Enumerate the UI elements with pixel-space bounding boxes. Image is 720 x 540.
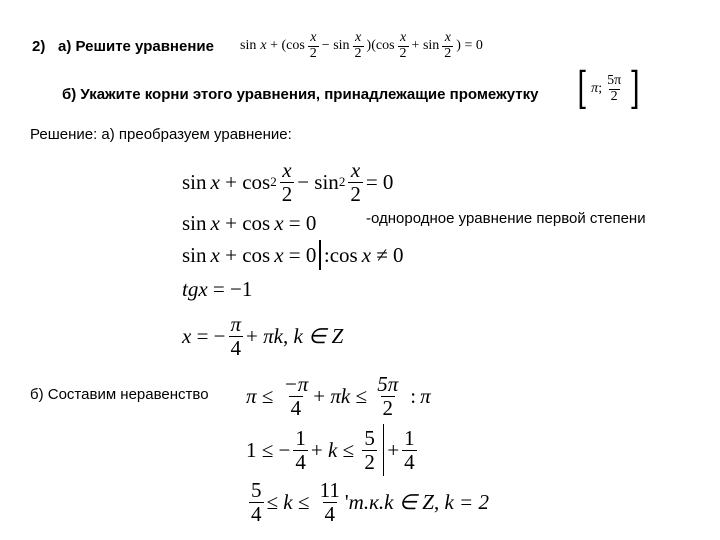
task-number: 2) (32, 38, 46, 55)
solution-line-5: x = − $\frac{\pi}{4}$ + πk , k ∈ Z (182, 312, 344, 360)
solution-intro: Решение: а) преобразуем уравнение: (30, 126, 292, 143)
inequality-3: $\frac{5}{4}$ ≤ k ≤ $\frac{11}{4}$ ' m.к. k ∈ Z , k = 2 (251, 478, 489, 526)
task-equation: sin x + ( cos $\frac{x}{2}$ − sin $\frac{x}{2}$ )( cos $\frac{x}{2}$ + sin $\frac{x}{2}$ ) = 0 (240, 29, 483, 61)
solution-line-1: sin x + cos 2 $\frac{x}{2}$ − sin 2 $\frac{x}{2}$ = 0 (182, 158, 394, 206)
task-part-a: а) Решите уравнение (58, 38, 214, 55)
solution-line-2: sin x + cos x = 0 (182, 210, 317, 235)
solution-line-3: sin x + cos x = 0 : cos x ≠ 0 (182, 240, 404, 270)
inequality-1: π ≤ $\frac{-\pi}{4}$ + πk ≤ $\frac{5\pi}{2}$ : π (246, 372, 431, 420)
solution-line-4: tgx = −1 (182, 276, 253, 301)
task-part-b: б) Укажите корни этого уравнения, принадлежащие промежутку (62, 86, 539, 103)
task-interval: [ π ; $\frac{5\pi}{2}$ ] (577, 63, 640, 114)
addition-bar (383, 424, 385, 476)
note-homogeneous: -однородное уравнение первой степени (366, 210, 646, 227)
part-b-intro: б) Составим неравенство (30, 386, 209, 403)
division-bar (319, 240, 321, 270)
inequality-2: 1 ≤ − $\frac{1}{4}$ + k ≤ $\frac{5}{2}$ + $\frac{1}{4}$ (246, 424, 420, 476)
